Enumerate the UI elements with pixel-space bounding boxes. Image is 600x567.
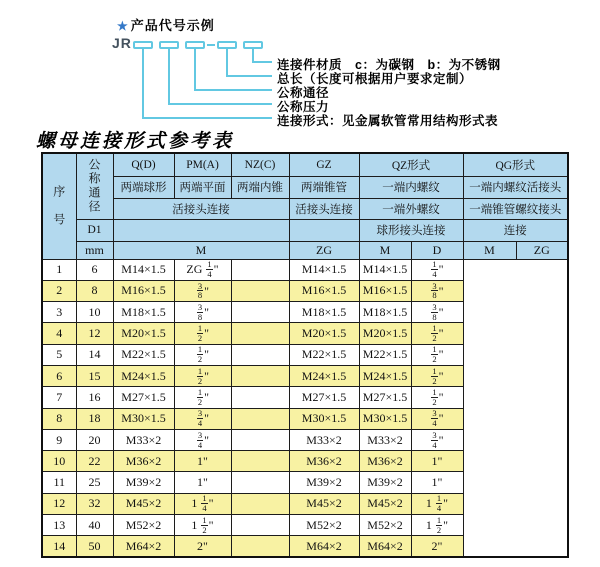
- table-cell: 1 $\frac{1}{4}$ ": [174, 493, 231, 514]
- table-cell: 14: [42, 536, 76, 557]
- table-cell: 2: [42, 280, 76, 301]
- table-cell: M52×2: [113, 515, 174, 536]
- table-cell: $\frac{3}{8}$ ": [411, 280, 463, 301]
- header-qz-unit2: D: [411, 241, 463, 259]
- table-cell: $\frac{1}{2}$ ": [174, 387, 231, 408]
- table-cell: M22×1.5: [359, 344, 411, 365]
- table-cell: [231, 387, 289, 408]
- callout-line: [142, 117, 272, 119]
- table-cell: M30×1.5: [113, 408, 174, 429]
- table-row: [42, 280, 568, 301]
- table-cell: [231, 472, 289, 493]
- table-cell: 5: [42, 344, 76, 365]
- table-row: [42, 536, 568, 557]
- table-row: [42, 344, 568, 365]
- table-cell: $\frac{3}{8}$ ": [174, 280, 231, 301]
- table-cell: M18×1.5: [113, 302, 174, 323]
- table-cell: M14×1.5: [359, 259, 411, 280]
- callout-line: [226, 49, 228, 77]
- header-qz-code: QZ形式: [359, 153, 463, 176]
- table-cell: [231, 451, 289, 472]
- callout-line: [168, 49, 170, 105]
- header-pm-ends: 两端平面: [174, 176, 231, 198]
- table-cell: [231, 536, 289, 557]
- table-cell: M45×2: [289, 493, 359, 514]
- table-cell: M64×2: [289, 536, 359, 557]
- callout-line: [168, 103, 272, 105]
- header-q-ends: 两端球形: [113, 176, 174, 198]
- table-cell: 7: [42, 387, 76, 408]
- table-cell: 1": [411, 451, 463, 472]
- table-cell: 1 $\frac{1}{4}$ ": [411, 493, 463, 514]
- table-cell: 18: [76, 408, 113, 429]
- header-nz-ends: 两端内锥: [231, 176, 289, 198]
- nut-connection-table: [41, 152, 569, 558]
- header-qg-unit2: ZG: [516, 241, 568, 259]
- table-row: [42, 472, 568, 493]
- table-row: [42, 323, 568, 344]
- table-cell: 12: [76, 323, 113, 344]
- table-cell: $\frac{3}{4}$ ": [411, 429, 463, 450]
- table-cell: 4: [42, 323, 76, 344]
- table-cell: M27×1.5: [113, 387, 174, 408]
- header-pm-code: PM(A): [174, 153, 231, 176]
- callout-line: [194, 49, 196, 91]
- table-cell: 1": [174, 472, 231, 493]
- table-cell: M20×1.5: [113, 323, 174, 344]
- header-empty-left: [113, 219, 289, 241]
- table-row: [42, 302, 568, 323]
- table-cell: M39×2: [113, 472, 174, 493]
- table-cell: M36×2: [113, 451, 174, 472]
- code-box-1: [133, 41, 153, 49]
- header-qz-row4: 球形接头连接: [359, 219, 463, 241]
- table-row: [42, 259, 568, 280]
- table-cell: M16×1.5: [359, 280, 411, 301]
- header-nz-code: NZ(C): [231, 153, 289, 176]
- header-d1: D1: [76, 219, 113, 241]
- code-box-5: [243, 41, 263, 49]
- code-prefix: JR: [112, 35, 132, 51]
- table-cell: 9: [42, 429, 76, 450]
- table-cell: $\frac{1}{2}$ ": [411, 365, 463, 386]
- code-box-3: [185, 41, 205, 49]
- table-cell: M20×1.5: [359, 323, 411, 344]
- table-cell: 1 $\frac{1}{2}$ ": [174, 515, 231, 536]
- table-cell: M18×1.5: [289, 302, 359, 323]
- table-cell: 10: [76, 302, 113, 323]
- callout-label-length: 总长（长度可根据用户要求定制）: [277, 72, 473, 86]
- table-row: [42, 429, 568, 450]
- header-qz-unit1: M: [359, 241, 411, 259]
- header-qg-row2: 一端内螺纹活接头: [463, 176, 568, 198]
- table-cell: M64×2: [359, 536, 411, 557]
- header-mm: mm: [76, 241, 113, 259]
- table-cell: [231, 365, 289, 386]
- header-qg-code: QG形式: [463, 153, 568, 176]
- table-cell: M18×1.5: [359, 302, 411, 323]
- header-conn-merged: 活接头连接: [113, 198, 289, 219]
- table-row: [42, 387, 568, 408]
- table-cell: 50: [76, 536, 113, 557]
- header-gz-code: GZ: [289, 153, 359, 176]
- table-cell: $\frac{1}{2}$ ": [411, 387, 463, 408]
- table-cell: M33×2: [113, 429, 174, 450]
- table-cell: M36×2: [289, 451, 359, 472]
- header-qg-row4: 连接: [463, 219, 568, 241]
- table-cell: 2": [174, 536, 231, 557]
- table-cell: M64×2: [113, 536, 174, 557]
- table-cell: $\frac{3}{8}$ ": [411, 302, 463, 323]
- table-cell: M45×2: [113, 493, 174, 514]
- table-cell: $\frac{1}{4}$ ": [411, 259, 463, 280]
- table-cell: $\frac{3}{8}$ ": [174, 302, 231, 323]
- callout-line: [252, 61, 272, 63]
- header-gz-ends: 两端锥管: [289, 176, 359, 198]
- table-cell: 12: [42, 493, 76, 514]
- code-box-4: [217, 41, 237, 49]
- table-cell: 6: [76, 259, 113, 280]
- table-cell: 22: [76, 451, 113, 472]
- table-cell: M24×1.5: [113, 365, 174, 386]
- table-cell: 40: [76, 515, 113, 536]
- table-cell: M33×2: [359, 429, 411, 450]
- table-cell: 1": [411, 472, 463, 493]
- table-cell: M14×1.5: [113, 259, 174, 280]
- table-cell: 15: [76, 365, 113, 386]
- table-cell: M22×1.5: [289, 344, 359, 365]
- code-box-2: [159, 41, 179, 49]
- table-cell: 20: [76, 429, 113, 450]
- table-cell: $\frac{1}{2}$ ": [174, 365, 231, 386]
- table-cell: 8: [76, 280, 113, 301]
- table-cell: [231, 302, 289, 323]
- table-cell: 2": [411, 536, 463, 557]
- table-cell: 32: [76, 493, 113, 514]
- callout-line: [194, 89, 272, 91]
- table-cell: 25: [76, 472, 113, 493]
- table-cell: 1 $\frac{1}{2}$ ": [411, 515, 463, 536]
- table-row: [42, 493, 568, 514]
- table-cell: 14: [76, 344, 113, 365]
- table-cell: M24×1.5: [359, 365, 411, 386]
- table-cell: M39×2: [359, 472, 411, 493]
- star-icon: ★: [117, 19, 129, 33]
- table-row: [42, 365, 568, 386]
- callout-label-pressure: 公称压力: [277, 100, 330, 114]
- callout-label-diameter: 公称通径: [277, 86, 330, 100]
- header-qg-row3: 一端锥管螺纹接头: [463, 198, 568, 219]
- table-cell: M52×2: [359, 515, 411, 536]
- header-qg-unit1: M: [463, 241, 516, 259]
- header-m-merged: M: [113, 241, 289, 259]
- header-xuhao: 序号: [42, 153, 76, 259]
- table-cell: M22×1.5: [113, 344, 174, 365]
- table-cell: [231, 515, 289, 536]
- callout-label-material: 连接件材质 c：为碳钢 b：为不锈钢: [277, 58, 501, 72]
- header-qz-row3: 一端外螺纹: [359, 198, 463, 219]
- table-cell: $\frac{3}{4}$ ": [411, 408, 463, 429]
- callout-line: [226, 75, 272, 77]
- table-cell: $\frac{3}{4}$ ": [174, 408, 231, 429]
- table-cell: 6: [42, 365, 76, 386]
- table-cell: [231, 280, 289, 301]
- table-cell: [231, 259, 289, 280]
- table-cell: [231, 344, 289, 365]
- table-cell: M16×1.5: [113, 280, 174, 301]
- header-gz-conn: 活接头连接: [289, 198, 359, 219]
- table-cell: M39×2: [289, 472, 359, 493]
- code-dash: [207, 44, 215, 46]
- table-cell: 13: [42, 515, 76, 536]
- table-title: 螺母连接形式参考表: [36, 131, 235, 152]
- callout-label-connection: 连接形式：见金属软管常用结构形式表: [277, 114, 499, 128]
- header-gongcheng: 公称通径: [76, 153, 113, 219]
- product-code-heading-text: 产品代号示例: [130, 18, 215, 33]
- table-row: [42, 451, 568, 472]
- table-cell: M16×1.5: [289, 280, 359, 301]
- table-cell: M33×2: [289, 429, 359, 450]
- header-gz-unit: ZG: [289, 241, 359, 259]
- table-body: [42, 259, 568, 557]
- table-cell: M20×1.5: [289, 323, 359, 344]
- header-empty-gz: [289, 219, 359, 241]
- table-cell: M24×1.5: [289, 365, 359, 386]
- table-cell: M52×2: [289, 515, 359, 536]
- table-cell: 3: [42, 302, 76, 323]
- table-cell: 16: [76, 387, 113, 408]
- table-cell: M45×2: [359, 493, 411, 514]
- table-cell: M30×1.5: [359, 408, 411, 429]
- callout-line: [142, 49, 144, 119]
- table-cell: 1": [174, 451, 231, 472]
- table-row: [42, 515, 568, 536]
- table-cell: M27×1.5: [289, 387, 359, 408]
- table-cell: $\frac{1}{2}$ ": [174, 344, 231, 365]
- table-cell: ZG $\frac{1}{4}$ ": [174, 259, 231, 280]
- table-cell: $\frac{3}{4}$ ": [174, 429, 231, 450]
- table-cell: [231, 323, 289, 344]
- table-cell: 11: [42, 472, 76, 493]
- header-qz-row2: 一端内螺纹: [359, 176, 463, 198]
- product-code-heading: [117, 15, 215, 34]
- table-cell: 8: [42, 408, 76, 429]
- table-cell: [231, 429, 289, 450]
- table-cell: 10: [42, 451, 76, 472]
- table-cell: $\frac{1}{2}$ ": [174, 323, 231, 344]
- table-cell: M14×1.5: [289, 259, 359, 280]
- table-cell: M30×1.5: [289, 408, 359, 429]
- table-cell: [231, 493, 289, 514]
- header-q-code: Q(D): [113, 153, 174, 176]
- table-cell: $\frac{1}{2}$ ": [411, 344, 463, 365]
- table-cell: M36×2: [359, 451, 411, 472]
- table-cell: $\frac{1}{2}$ ": [411, 323, 463, 344]
- table-cell: M27×1.5: [359, 387, 411, 408]
- table-row: [42, 408, 568, 429]
- table-cell: 1: [42, 259, 76, 280]
- table-cell: [231, 408, 289, 429]
